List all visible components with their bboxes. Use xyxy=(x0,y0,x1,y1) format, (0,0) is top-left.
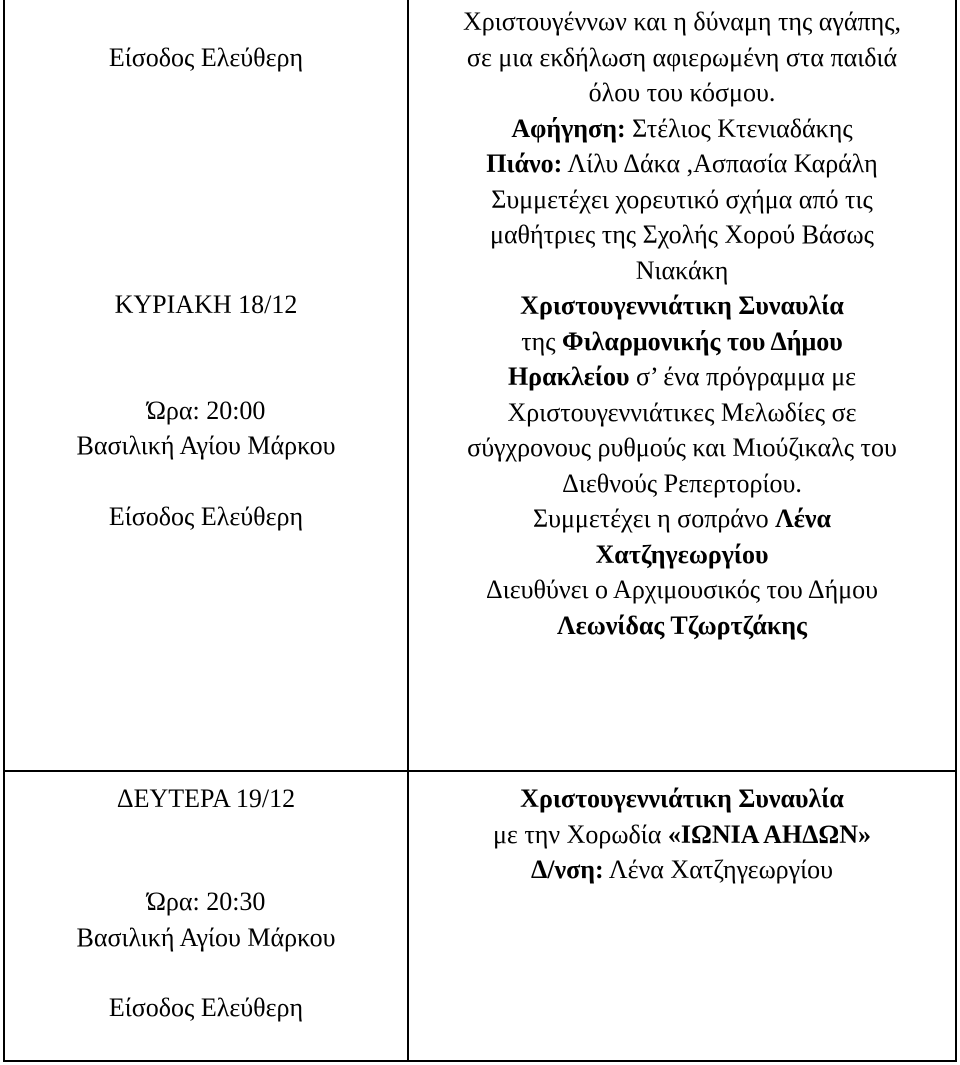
entry-free: Είσοδος Ελεύθερη xyxy=(108,502,304,531)
piano-label: Πιάνο: xyxy=(486,149,563,178)
intro-line-3: όλου του κόσμου. xyxy=(588,78,776,107)
intro-line-2: σε μια εκδήλωση αφιερωμένη στα παιδιά xyxy=(466,42,898,72)
soprano-line-1 xyxy=(409,501,955,537)
soprano-last-name: Χατζηγεωργίου xyxy=(595,539,769,569)
soprano-first-name: Λένα xyxy=(775,504,832,533)
program-line-4: Διεθνούς Ρεπερτορίου. xyxy=(562,468,802,498)
director-label: Δ/νση: xyxy=(530,855,604,884)
event-day: ΚΥΡΙΑΚΗ 18/12 xyxy=(114,290,298,319)
band-line-1 xyxy=(409,324,955,360)
program-line-2: Χριστουγεννιάτικες Μελωδίες σε xyxy=(507,397,857,427)
event-day-2: ΔΕΥΤΕΡΑ 19/12 xyxy=(116,784,296,813)
concert-title: Χριστουγεννιάτικη Συναυλία xyxy=(520,291,844,320)
director-line xyxy=(409,852,955,888)
row2-right-cell xyxy=(409,781,955,888)
narration-label: Αφήγηση: xyxy=(511,113,626,143)
band-prefix: της xyxy=(521,326,556,356)
band-line-2 xyxy=(409,359,955,395)
band-name-2: Ηρακλείου xyxy=(507,362,630,391)
director-name: Λένα Χατζηγεωργίου xyxy=(608,855,834,884)
band-name-1: Φιλαρμονικής του Δήμου xyxy=(562,326,843,356)
narration-line xyxy=(409,111,955,147)
dance-line-1: Συμμετέχει χορευτικό σχήμα από τις xyxy=(491,184,873,214)
choir-prefix: με την Χορωδία xyxy=(492,819,662,849)
choir-line xyxy=(409,817,955,853)
event-time: Ώρα: 20:00 xyxy=(146,396,266,425)
event-time-2: Ώρα: 20:30 xyxy=(146,887,266,916)
table-border-bottom xyxy=(3,1060,957,1062)
entry-free-2: Είσοδος Ελεύθερη xyxy=(108,993,304,1022)
entry-free-top: Είσοδος Ελεύθερη xyxy=(108,43,304,72)
table-border-right xyxy=(955,0,957,1062)
dance-line-2: μαθήτριες της Σχολής Χορού Βάσως xyxy=(490,220,874,249)
dance-line-3: Νιακάκη xyxy=(635,255,729,285)
choir-name: «ΙΩΝΙΑ ΑΗΔΩΝ» xyxy=(667,819,872,849)
soprano-line-2 xyxy=(409,537,955,573)
event-venue-2: Βασιλική Αγίου Μάρκου xyxy=(76,923,336,952)
concert-title-2: Χριστουγεννιάτικη Συναυλία xyxy=(520,784,844,813)
conductor-name: Λεωνίδας Τζωρτζάκης xyxy=(556,610,808,640)
event-venue: Βασιλική Αγίου Μάρκου xyxy=(76,431,336,460)
piano-line xyxy=(409,146,955,182)
program-line-3: σύγχρονους ρυθμούς και Μιούζικαλς του xyxy=(467,433,897,462)
intro-line-1: Χριστουγέννων και η δύναμη της αγάπης, xyxy=(462,7,902,36)
soprano-prefix: Συμμετέχει η σοπράνο xyxy=(532,504,769,533)
row1-right-cell xyxy=(409,4,955,643)
program-line-1: σ’ ένα πρόγραμμα με xyxy=(635,362,857,391)
narration-name: Στέλιος Κτενιαδάκης xyxy=(632,113,853,143)
conductor-line: Διευθύνει ο Αρχιμουσικός του Δήμου xyxy=(485,575,879,604)
table-row-divider xyxy=(3,770,957,772)
piano-names: Λίλυ Δάκα ,Ασπασία Καράλη xyxy=(567,149,878,178)
